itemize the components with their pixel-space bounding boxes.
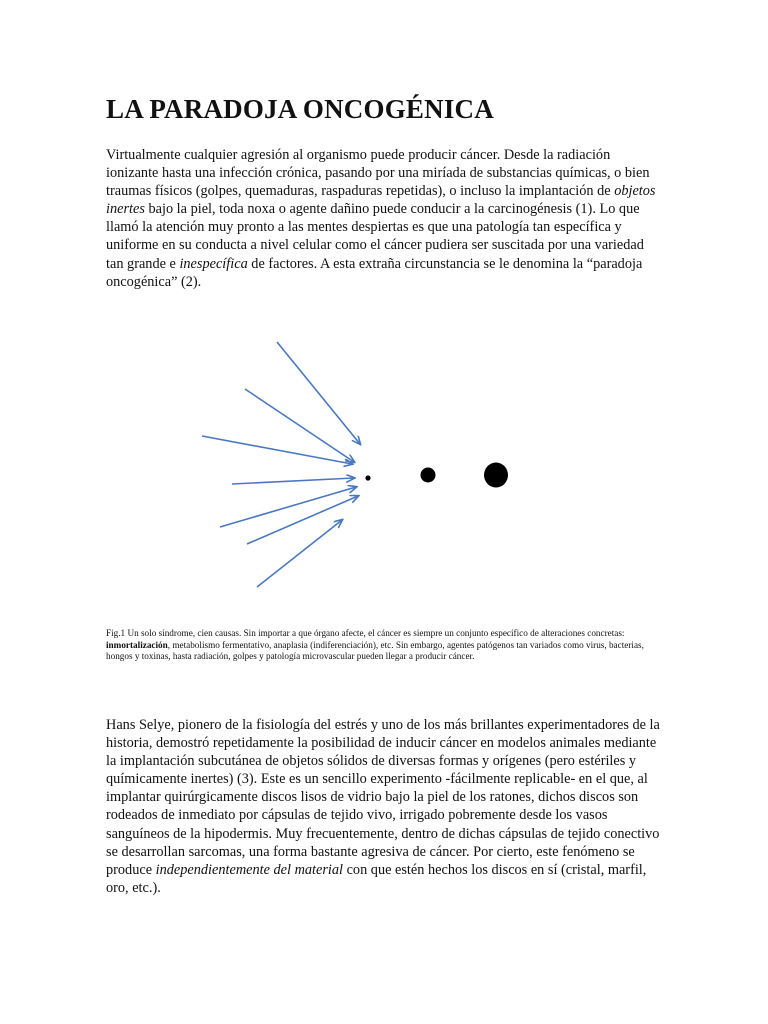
converging-arrows: [202, 342, 360, 587]
arrow-2: [245, 389, 354, 462]
selye-text-2: con que estén hechos los discos en sí (cristal, marfil, oro, etc.).: [106, 861, 647, 896]
intro-emphasis-2: inespecífica: [179, 255, 248, 272]
intro-emphasis-1: objetos inertes: [106, 183, 656, 218]
arrow-3: [202, 436, 352, 464]
selye-text-1: Hans Selye, pionero de la fisiología del estrés y uno de los más brillantes experimentadores de la historia, demostró repetidamente la posibilidad de inducir cáncer en modelos animales mediante la implantación subcutánea de objetos sólidos de diversas formas y orígenes (pero estériles y químicamente inertes) (3). Este es un sencillo experimento -fácilmente replicable- en el que, al implantar quirúrgicamente discos lisos de vidrio bajo la piel de los ratones, dichos discos son rodeados de inmediato por cápsulas de tejido vivo, irrigado pobremente desde los vasos sanguíneos de la hipodermis. Muy frecuentemente, dentro de dichas cápsulas de tejido conectivo se desarrollan sarcomas, una forma bastante agresiva de cáncer. Por cierto, este fenómeno se produce: [106, 717, 660, 878]
intro-text-3: de factores. A esta extraña circunstancia se le denomina la “paradoja oncogénica” (2).: [106, 255, 643, 290]
intro-text-1: Virtualmente cualquier agresión al organismo puede producir cáncer. Desde la radiación ionizante hasta una infección crónica, pasando por una miríada de substancias químicas, o bien traumas físicos (golpes, quemaduras, raspaduras repetidas), o incluso la implantación de: [106, 147, 650, 200]
caption-bold: inmortalización: [106, 639, 168, 650]
figure-1-diagram: [190, 330, 530, 600]
selye-emphasis: independientemente del material: [155, 861, 344, 878]
arrow-7: [257, 520, 342, 587]
figure-caption: [106, 628, 666, 663]
arrow-4: [232, 478, 354, 484]
intro-paragraph: [106, 146, 662, 291]
caption-text-2: , metabolismo fermentativo, anaplasia (indiferenciación), etc. Sin embargo, agentes patógenos tan variados como virus, bacterias, hongos y toxinas, hasta radiación, golpes y patología microvascular pueden llegar a producir cáncer.: [106, 639, 644, 662]
small-dot: [365, 475, 370, 480]
caption-text-1: Fig.1 Un solo síndrome, cien causas. Sin importar a que órgano afecte, el cáncer es siempre un conjunto específico de alteraciones concretas:: [106, 628, 625, 638]
arrow-1: [277, 342, 360, 444]
intro-text-2: bajo la piel, toda noxa o agente dañino puede conducir a la carcinogénesis (1). Lo que llamó la atención muy pronto a las mentes despiertas es que una patología tan específica y uniforme en su conducta a nivel celular como el cáncer pudiera ser suscitada por una variedad tan grande e: [106, 201, 644, 272]
selye-paragraph: [106, 716, 662, 897]
large-dot: [484, 463, 508, 488]
arrow-5: [220, 487, 356, 527]
medium-dot: [421, 468, 436, 483]
page-title: LA PARADOJA ONCOGÉNICA: [106, 94, 494, 124]
